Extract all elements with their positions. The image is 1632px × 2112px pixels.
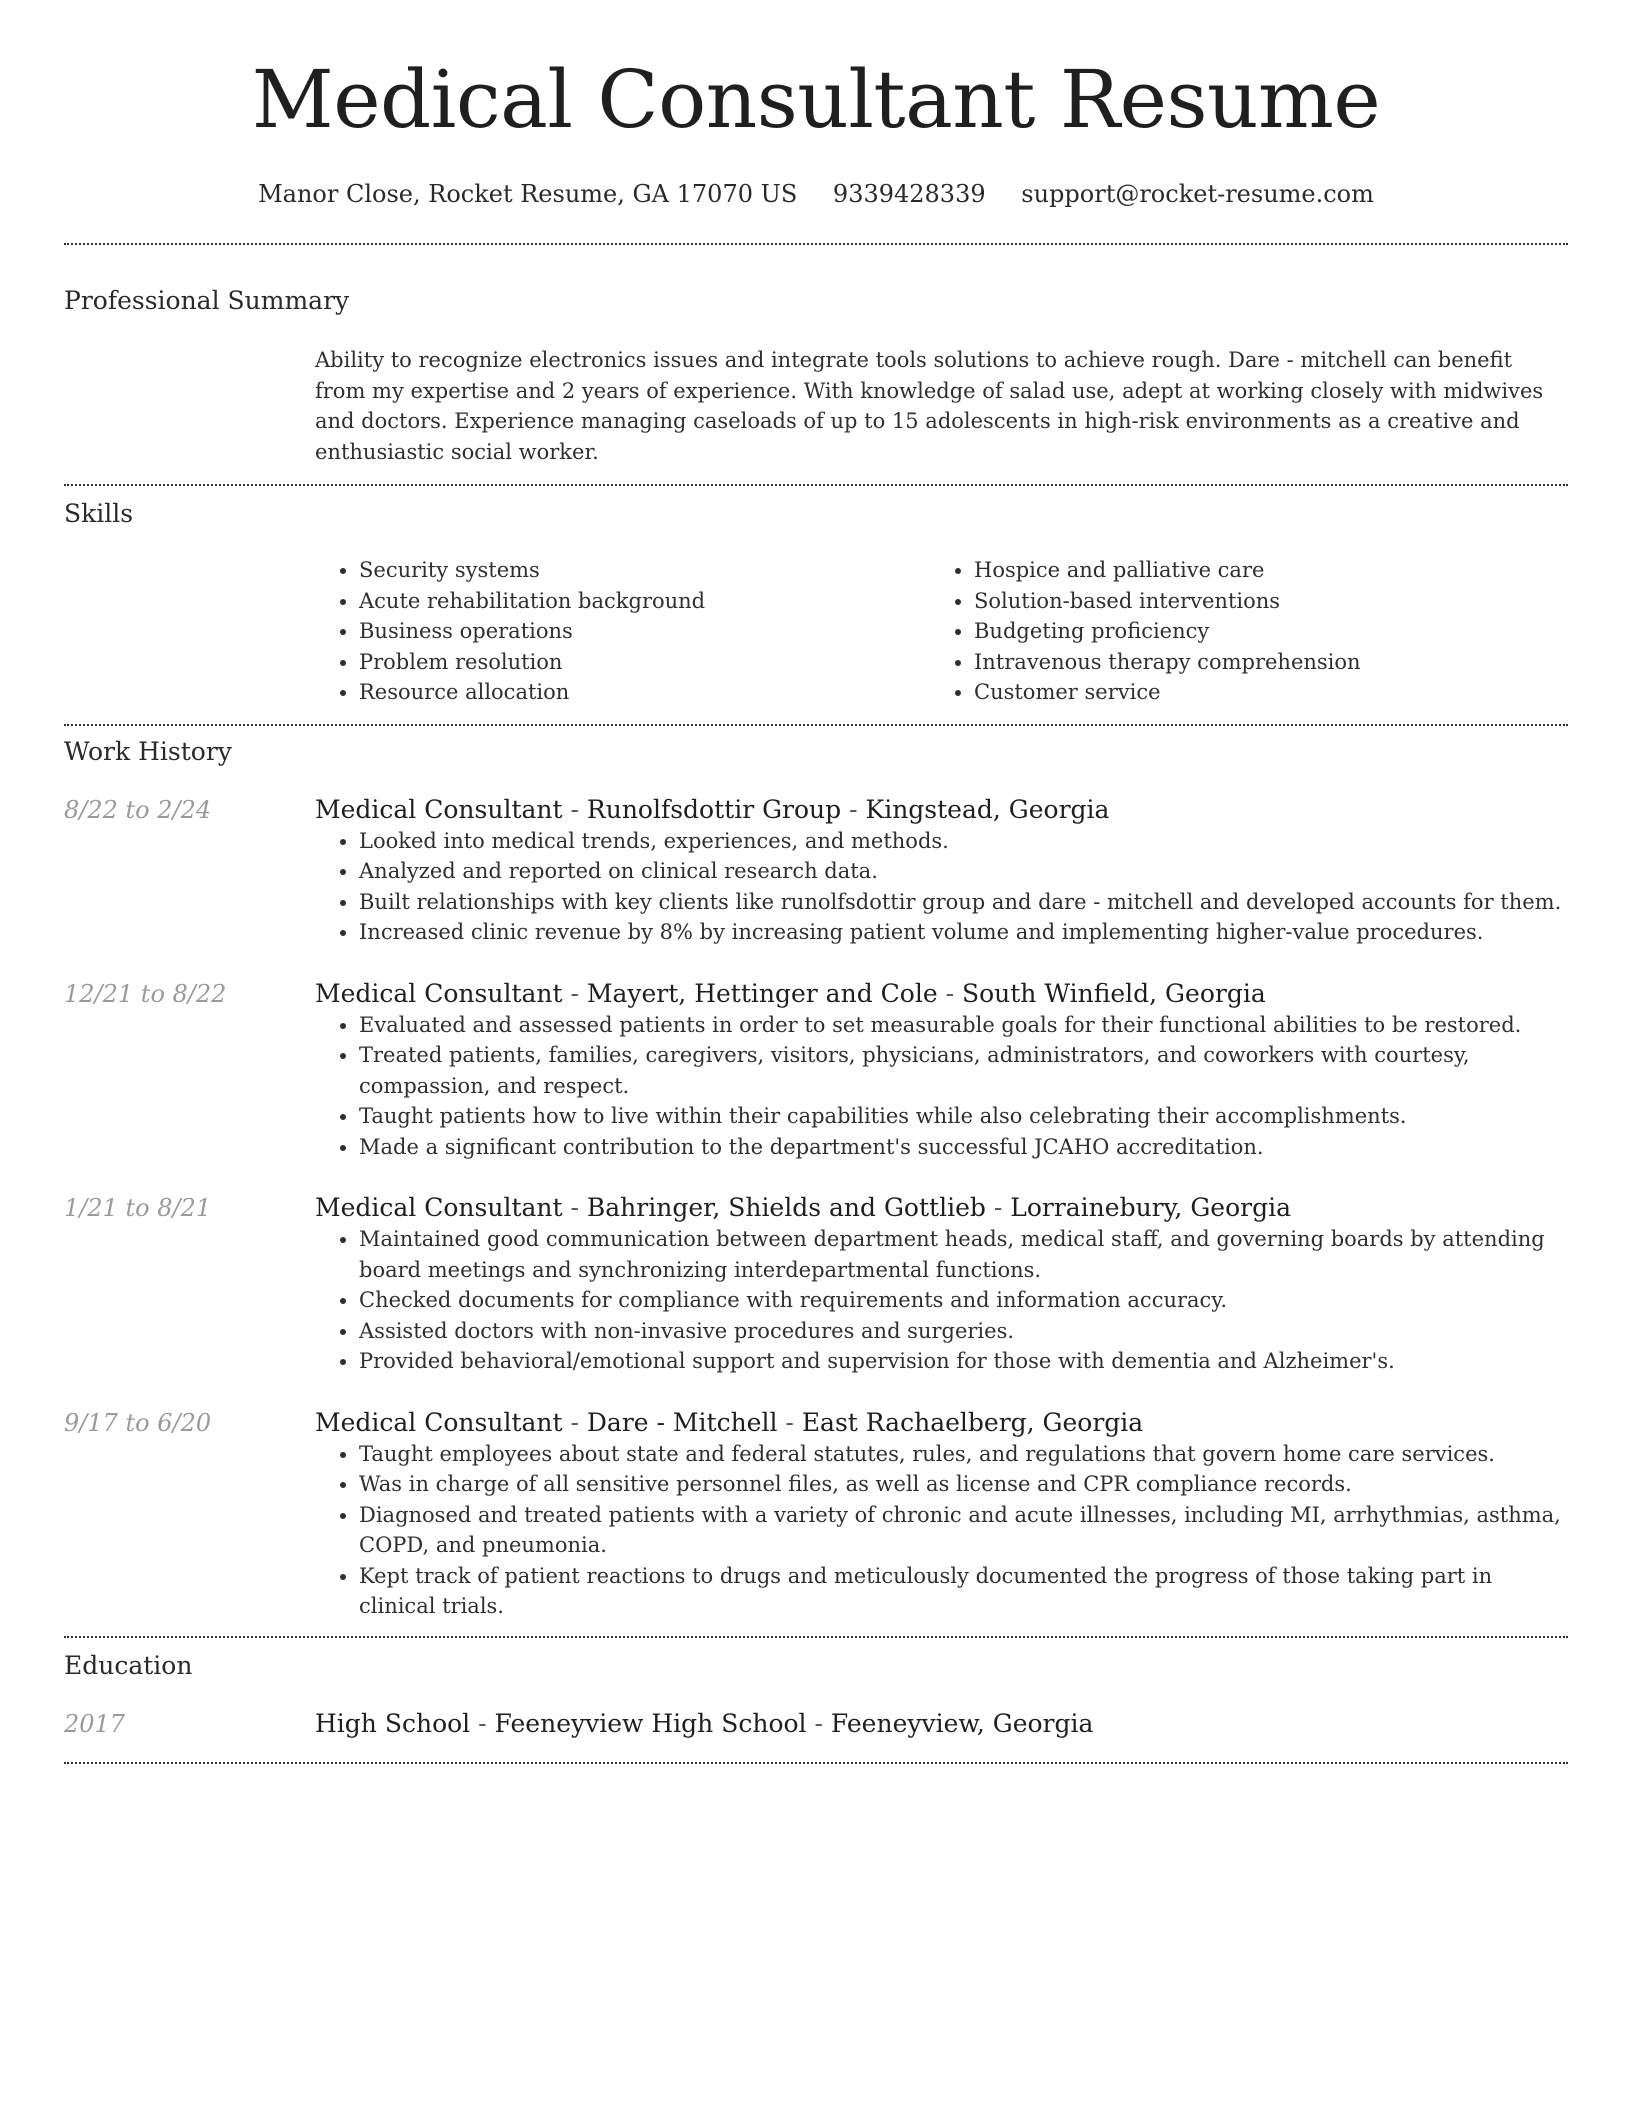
skill-item: • Customer service [974, 677, 1568, 708]
job-header [315, 978, 1568, 1010]
job-dates: 8/22 to 2/24 [64, 795, 212, 824]
job-title: Medical Consultant [315, 1193, 563, 1222]
skill-item: • Resource allocation [359, 677, 930, 708]
separator: - [806, 1708, 831, 1738]
separator: - [777, 1407, 802, 1437]
skill-item: • Problem resolution [359, 647, 930, 678]
job-bullets [315, 1010, 1568, 1163]
job-dates: 9/17 to 6/20 [64, 1408, 212, 1437]
job-company: Bahringer, Shields and Gottlieb [586, 1193, 986, 1222]
job-bullets [315, 1439, 1568, 1622]
job-entry [64, 978, 1568, 1163]
job-bullet: • Evaluated and assessed patients in order to set measurable goals for their functional abilities to be restored. [359, 1010, 1568, 1041]
job-bullet: • Checked documents for compliance with requirements and information accuracy. [359, 1285, 1568, 1316]
contact-line [64, 178, 1568, 210]
job-bullets [315, 1224, 1568, 1377]
separator: - [562, 978, 587, 1008]
divider [64, 1762, 1568, 1764]
contact-address: Manor Close, Rocket Resume, GA 17070 US [258, 180, 798, 208]
separator: - [562, 1407, 587, 1437]
job-company: Runolfsdottir Group [586, 794, 842, 824]
job-bullet: • Increased clinic revenue by 8% by increasing patient volume and implementing higher-value procedures. [359, 917, 1568, 948]
contact-phone: 9339428339 [832, 180, 986, 208]
education-year: 2017 [64, 1709, 126, 1738]
job-header [315, 1192, 1568, 1224]
skills-grid [315, 555, 1568, 708]
education-section [64, 1638, 1568, 1740]
summary-section [64, 245, 1568, 467]
skill-item: • Business operations [359, 616, 930, 647]
job-location: Kingstead, Georgia [865, 794, 1110, 824]
job-bullet: • Maintained good communication between department heads, medical staff, and governing boards by attending board meetings and synchronizing interdepartmental functions. [359, 1224, 1568, 1285]
job-bullet: • Looked into medical trends, experiences, and methods. [359, 826, 1568, 857]
contact-email: support@rocket-resume.com [1021, 180, 1374, 208]
summary-heading: Professional Summary [64, 286, 350, 315]
skill-item: • Hospice and palliative care [974, 555, 1568, 586]
job-bullet: • Provided behavioral/emotional support and supervision for those with dementia and Alzheimer's. [359, 1346, 1568, 1377]
skills-heading: Skills [64, 499, 134, 528]
education-heading: Education [64, 1650, 193, 1680]
job-dates: 12/21 to 8/22 [64, 979, 227, 1008]
resume-title: Medical Consultant Resume [251, 53, 1381, 146]
job-bullet: • Was in charge of all sensitive personnel files, as well as license and CPR compliance records. [359, 1469, 1568, 1500]
skill-item: • Budgeting proficiency [974, 616, 1568, 647]
separator: - [470, 1708, 495, 1738]
education-degree: High School [315, 1708, 471, 1738]
job-bullet: • Assisted doctors with non-invasive procedures and surgeries. [359, 1316, 1568, 1347]
work-section [64, 726, 1568, 1622]
job-bullet: • Kept track of patient reactions to drugs and meticulously documented the progress of those taking part in clinical trials. [359, 1561, 1568, 1622]
skill-item: • Solution-based interventions [974, 586, 1568, 617]
job-location: South Winfield, Georgia [961, 978, 1266, 1008]
separator: - [985, 1193, 1011, 1222]
job-bullet: • Taught patients how to live within their capabilities while also celebrating their accomplishments. [359, 1101, 1568, 1132]
education-school: Feeneyview High School [494, 1708, 807, 1738]
job-title: Medical Consultant [315, 978, 563, 1008]
job-company: Mayert, Hettinger and Cole [586, 978, 938, 1008]
job-entry [64, 1192, 1568, 1377]
summary-text: Ability to recognize electronics issues and integrate tools solutions to achieve rough. Dare - mitchell can benefit from my expertise and 2 years of experience. With knowledge of salad use, adept at working closely with midwives and doctors. Experience managing caseloads of up to 15 adolescents in high-risk environments as a creative and enthusiastic social worker. [315, 348, 1544, 464]
skills-list-left [315, 555, 930, 708]
job-location: East Rachaelberg, Georgia [801, 1407, 1144, 1437]
skills-section [64, 486, 1568, 708]
job-bullet: • Treated patients, families, caregivers, visitors, physicians, administrators, and coworkers with courtesy, compassion, and respect. [359, 1040, 1568, 1101]
job-dates: 1/21 to 8/21 [64, 1194, 212, 1222]
skill-item: • Security systems [359, 555, 930, 586]
skills-list-right [930, 555, 1568, 708]
job-bullet: • Built relationships with key clients like runolfsdottir group and dare - mitchell and developed accounts for them. [359, 887, 1568, 918]
job-company: Dare - Mitchell [586, 1407, 778, 1437]
separator: - [562, 1193, 587, 1222]
job-bullets [315, 826, 1568, 948]
education-entry [64, 1708, 1568, 1740]
job-entry [64, 1407, 1568, 1622]
job-header [315, 1407, 1568, 1439]
job-bullet: • Analyzed and reported on clinical research data. [359, 856, 1568, 887]
job-bullet: • Made a significant contribution to the department's successful JCAHO accreditation. [359, 1132, 1568, 1163]
job-header [315, 794, 1568, 826]
job-location: Lorrainebury, Georgia [1010, 1193, 1291, 1222]
job-bullet: • Diagnosed and treated patients with a variety of chronic and acute illnesses, including MI, arrhythmias, asthma, COPD, and pneumonia. [359, 1500, 1568, 1561]
job-entry [64, 794, 1568, 948]
summary-body [315, 345, 1568, 467]
education-header [315, 1708, 1568, 1740]
separator: - [562, 794, 587, 824]
separator: - [841, 794, 866, 824]
separator: - [937, 978, 962, 1008]
skill-item: • Intravenous therapy comprehension [974, 647, 1568, 678]
skill-item: • Acute rehabilitation background [359, 586, 930, 617]
education-location: Feeneyview, Georgia [830, 1708, 1094, 1738]
work-heading: Work History [64, 736, 232, 766]
job-title: Medical Consultant [315, 1407, 563, 1437]
job-title: Medical Consultant [315, 794, 563, 824]
job-bullet: • Taught employees about state and federal statutes, rules, and regulations that govern home care services. [359, 1439, 1568, 1470]
